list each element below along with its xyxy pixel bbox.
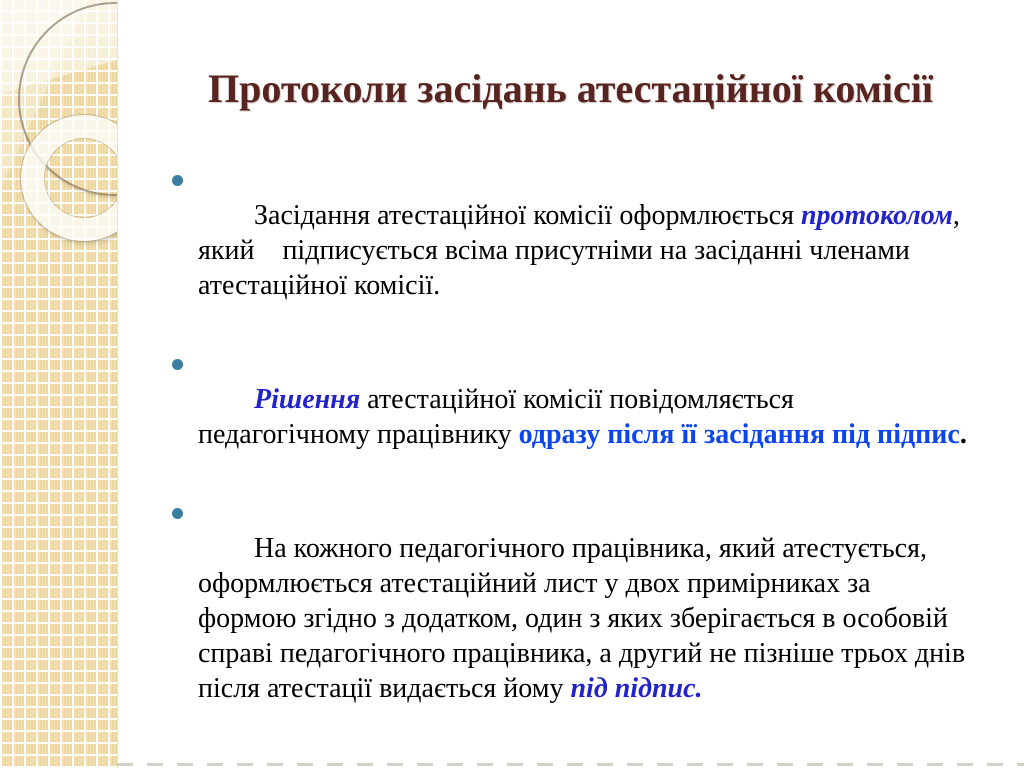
text-segment: Рішення — [254, 384, 361, 415]
text-segment: . — [959, 419, 967, 450]
text-segment: атестаційної комісії повідомляється педагогічному працівнику — [198, 384, 801, 450]
bullet-item-2 — [170, 347, 969, 487]
bullet-icon — [172, 359, 183, 370]
bullet-item-3 — [170, 496, 973, 741]
bullet-text — [198, 384, 967, 450]
text-segment: одразу після її засідання під підпис — [518, 419, 960, 450]
bullet-item-1 — [170, 163, 969, 338]
decorative-sidebar — [0, 0, 118, 768]
slide-content — [117, 0, 1024, 768]
text-segment: , який підписується всіма присутніми на засіданні членами атестаційної комісії. — [198, 200, 967, 301]
text-segment: під підпис. — [570, 673, 703, 704]
text-segment: Засідання атестаційної комісії оформлюється — [254, 200, 801, 231]
bullet-list — [117, 163, 1024, 741]
bullet-icon — [172, 508, 183, 519]
bullet-icon — [172, 175, 183, 186]
text-segment: протоколом — [800, 200, 953, 231]
bullet-text — [198, 533, 972, 704]
bullet-text — [198, 200, 967, 301]
bottom-dashed-border — [117, 763, 1024, 766]
text-segment: На кожного педагогічного працівника, який атестується, оформлюється атестаційний лист у двох примірниках за формою згідно з додатком, один з яких зберігається в особовій справі педагогічного працівника, а другий не пізніше трьох днів після атестації видається йому — [198, 533, 973, 704]
slide-title: Протоколи засідань атестаційної комісії — [207, 66, 934, 111]
